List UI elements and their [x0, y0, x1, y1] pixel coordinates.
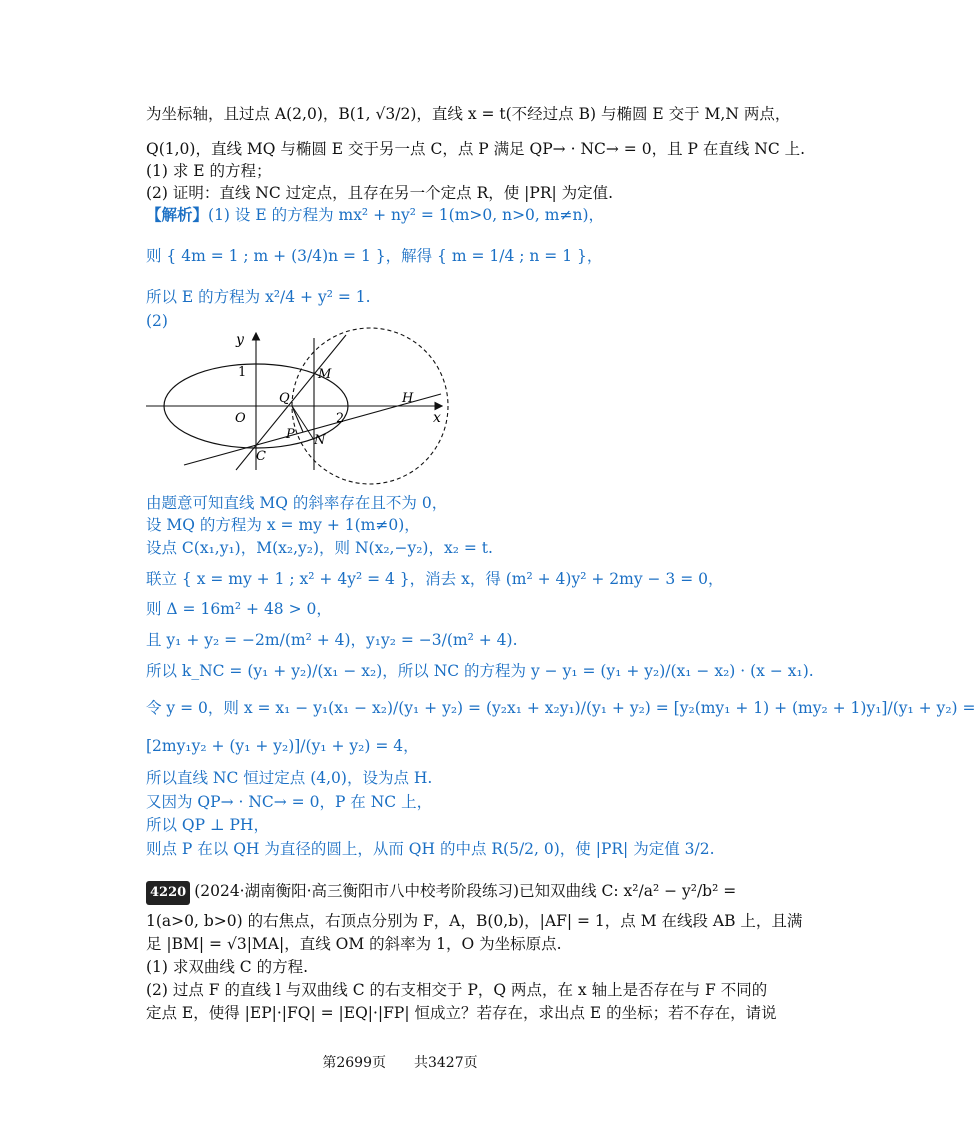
label-m: M: [318, 367, 332, 382]
problem-text: 为坐标轴，且过点 A(2,0)，B(1, √3/2)，直线 x = t(不经过点 B) 与椭圆 E 交于 M,N 两点，: [146, 105, 791, 123]
problem-text: (1) 求 E 的方程；: [146, 162, 272, 180]
label-c: C: [256, 449, 266, 464]
solution-line: 则 Δ = 16m² + 48 > 0，: [146, 600, 332, 618]
solution-line: 又因为 QP→ · NC→ = 0，P 在 NC 上，: [146, 793, 433, 811]
solution-line: 则点 P 在以 QH 为直径的圆上，从而 QH 的中点 R(5/2, 0)，使 |PR| 为定值 3/2.: [146, 840, 715, 858]
label-y: y: [236, 332, 244, 348]
label-p: P: [286, 427, 295, 442]
solution-text: (1) 设 E 的方程为 mx² + ny² = 1(m>0, n>0, m≠n)，: [208, 206, 604, 224]
solution-line: 所以 k_NC = (y₁ + y₂)/(x₁ − x₂)，所以 NC 的方程为 y − y₁ = (y₁ + y₂)/(x₁ − x₂) · (x − x₁).: [146, 662, 814, 680]
solution-line: 设点 C(x₁,y₁)，M(x₂,y₂)，则 N(x₂,−y₂)，x₂ = t.: [146, 539, 493, 557]
problem-text: [146, 880, 736, 905]
label-h: H: [402, 391, 414, 406]
problem-text: 定点 E，使得 |EP|·|FQ| = |EQ|·|FP| 恒成立？若存在，求出点 E 的坐标；若不存在，请说: [146, 1004, 777, 1022]
label-q: Q: [279, 391, 290, 406]
segment-qn: [292, 406, 314, 440]
solution-line: 所以直线 NC 恒过定点 (4,0)，设为点 H.: [146, 769, 433, 787]
solution-line: [2my₁y₂ + (y₁ + y₂)]/(y₁ + y₂) = 4，: [146, 737, 419, 755]
problem-text: (2024·湖南衡阳·高三衡阳市八中校考阶段练习)已知双曲线 C: x²/a² − y²/b² =: [194, 882, 737, 900]
problem-number: 4220: [146, 881, 190, 905]
geometry-figure: [146, 330, 456, 475]
solution-line: 则 { 4m = 1 ; m + (3/4)n = 1 }，解得 { m = 1/4 ; n = 1 }，: [146, 247, 603, 265]
label-o: O: [235, 411, 246, 426]
problem-text: 1(a>0, b>0) 的右焦点，右顶点分别为 F，A，B(0,b)，|AF| = 1，点 M 在线段 AB 上，且满: [146, 912, 803, 930]
page-footer: 第2699页 共3427页: [322, 1055, 478, 1071]
line-mq: [236, 335, 346, 470]
problem-text: (2) 证明：直线 NC 过定点，且存在另一个定点 R，使 |PR| 为定值.: [146, 184, 614, 202]
solution-line: (2): [146, 312, 168, 330]
solution-tag: 【解析】: [146, 205, 209, 224]
solution-line: [146, 204, 604, 226]
solution-line: 设 MQ 的方程为 x = my + 1(m≠0)，: [146, 516, 420, 534]
label-one: 1: [238, 365, 247, 380]
label-two: 2: [336, 411, 345, 426]
problem-text: 足 |BM| = √3|MA|，直线 OM 的斜率为 1，O 为坐标原点.: [146, 935, 562, 953]
solution-line: 令 y = 0，则 x = x₁ − y₁(x₁ − x₂)/(y₁ + y₂) = (y₂x₁ + x₂y₁)/(y₁ + y₂) = [y₂(my₁ + 1) + (my₂ + 1)y₁]/(y₁ + y₂) =: [146, 699, 976, 717]
label-n: N: [314, 433, 326, 448]
solution-line: 所以 E 的方程为 x²/4 + y² = 1.: [146, 288, 371, 306]
problem-text: Q(1,0)，直线 MQ 与椭圆 E 交于另一点 C，点 P 满足 QP→ · NC→ = 0，且 P 在直线 NC 上.: [146, 140, 806, 158]
solution-line: 且 y₁ + y₂ = −2m/(m² + 4)，y₁y₂ = −3/(m² + 4).: [146, 631, 518, 649]
solution-line: 由题意可知直线 MQ 的斜率存在且不为 0，: [146, 494, 448, 512]
solution-line: 联立 { x = my + 1 ; x² + 4y² = 4 }，消去 x，得 (m² + 4)y² + 2my − 3 = 0，: [146, 570, 724, 588]
problem-text: (2) 过点 F 的直线 l 与双曲线 C 的右支相交于 P，Q 两点，在 x 轴上是否存在与 F 不同的: [146, 981, 768, 999]
solution-line: 所以 QP ⊥ PH，: [146, 816, 269, 834]
problem-text: (1) 求双曲线 C 的方程.: [146, 958, 309, 976]
label-x: x: [433, 410, 441, 426]
